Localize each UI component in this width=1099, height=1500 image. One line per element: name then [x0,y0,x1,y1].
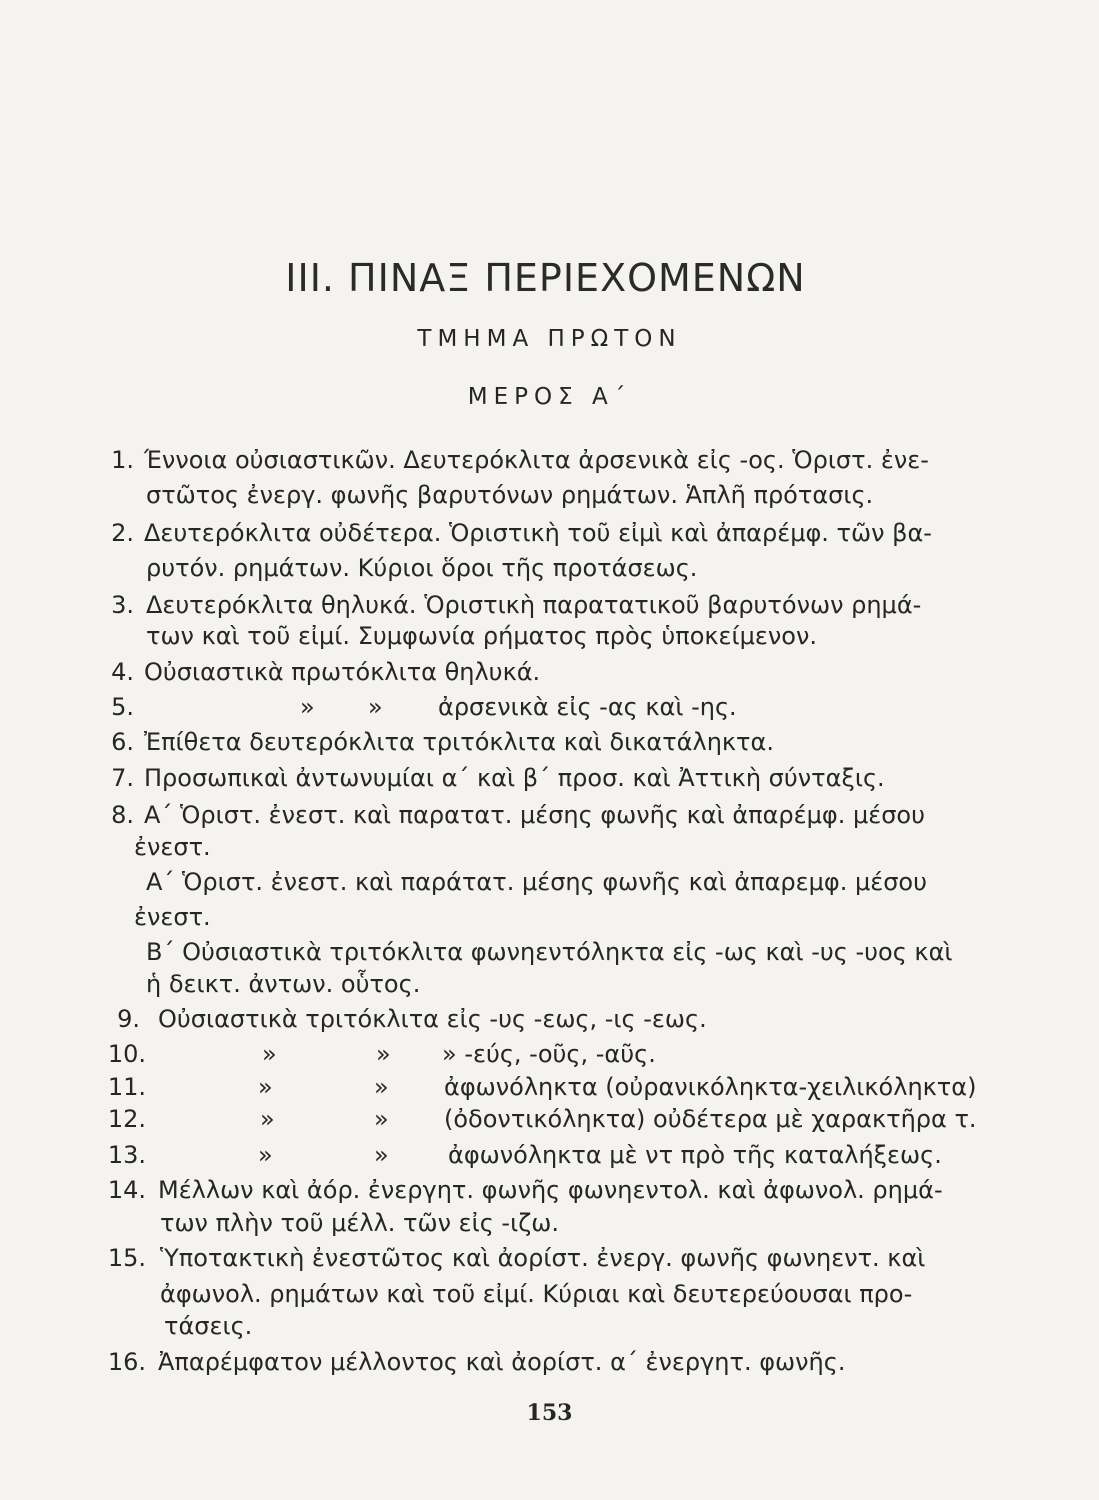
toc-line [0,1137,1099,1173]
toc-text: Ἀπαρέμφατον μέλλοντος καὶ ἀορίστ. α΄ ἐνεργητ. φωνῆς. [158,1348,846,1376]
toc-text: Α΄ Ὁριστ. ἐνεστ. καὶ παρατατ. μέσης φωνῆς καὶ ἀπαρέμφ. μέσου [144,801,925,829]
ditto-mark: » [376,1040,391,1068]
toc-number: 5. [111,693,134,721]
toc-line [0,442,1099,478]
toc-number: 15. [107,1244,146,1272]
toc-text: Οὐσιαστικὰ τριτόκλιτα εἰς -υς -εως, -ις -εως. [158,1005,707,1033]
toc-line [0,1069,1099,1105]
toc-text: Δευτερόκλιτα οὐδέτερα. Ὁριστικὴ τοῦ εἰμὶ καὶ ἀπαρέμφ. τῶν βα- [144,519,932,547]
toc-line [0,654,1099,690]
ditto-mark: » [262,1040,277,1068]
toc-text: των πλὴν τοῦ μέλλ. τῶν εἰς -ιζω. [160,1209,559,1237]
toc-line [0,724,1099,760]
ditto-mark: » [260,1105,275,1133]
toc-line [0,1240,1099,1276]
section-heading: ΤΜΗΜΑ ΠΡΩΤΟΝ [417,326,682,352]
toc-text: ἡ δεικτ. ἀντων. οὗτος. [146,970,421,998]
toc-number: 12. [107,1105,146,1133]
toc-text: στῶτος ἐνεργ. φωνῆς βαρυτόνων ρημάτων. Ἁπλῆ πρότασις. [146,481,874,509]
toc-text: Ὑποτακτικὴ ἐνεστῶτος καὶ ἀορίστ. ἐνεργ. φωνῆς φωνηεντ. καὶ [160,1244,926,1272]
toc-line [0,1205,1099,1241]
ditto-mark: » [258,1141,273,1169]
toc-text: ἀφωνολ. ρημάτων καὶ τοῦ εἰμί. Κύριαι καὶ δευτερεύουσαι προ- [160,1280,913,1308]
toc-text: ἀφωνόληκτα (οὐρανικόληκτα-χειλικόληκτα) [444,1073,977,1101]
toc-text: Προσωπικαὶ ἀντωνυμίαι α΄ καὶ β΄ προσ. καὶ Ἀττικὴ σύνταξις. [144,764,885,792]
toc-line [0,864,1099,900]
toc-number: 10. [107,1040,146,1068]
toc-line [0,1036,1099,1072]
toc-line [0,797,1099,833]
toc-line [0,966,1099,1002]
part-heading: ΜΕΡΟΣ Α΄ [467,384,632,410]
toc-number: 4. [111,658,134,686]
toc-text: ἐνεστ. [134,833,211,861]
toc-number: 7. [111,764,134,792]
toc-text: ἀρσενικὰ εἰς -ας καὶ -ης. [438,693,737,721]
ditto-mark: » [300,693,315,721]
toc-line [0,550,1099,586]
toc-text: Έννοια οὐσιαστικῶν. Δευτερόκλιτα ἀρσενικὰ εἰς -ος. Ὁριστ. ἐνε- [144,446,929,474]
toc-number: 1. [111,446,134,474]
toc-text: Δευτερόκλιτα θηλυκά. Ὁριστικὴ παρατατικοῦ βαρυτόνων ρημά- [146,591,922,619]
toc-text: Οὐσιαστικὰ πρωτόκλιτα θηλυκά. [144,658,541,686]
toc-text: Α΄ Ὁριστ. ἐνεστ. καὶ παράτατ. μέσης φωνῆς καὶ ἀπαρεμφ. μέσου [146,868,927,896]
toc-line [0,1172,1099,1208]
ditto-mark: » [368,693,383,721]
toc-text: Μέλλων καὶ ἀόρ. ἐνεργητ. φωνῆς φωνηεντολ. καὶ ἀφωνολ. ρημά- [158,1176,943,1204]
toc-number: 9. [117,1005,140,1033]
toc-number: 11. [107,1073,146,1101]
toc-text: ἀφωνόληκτα μὲ ντ πρὸ τῆς καταλήξεως. [448,1141,942,1169]
toc-line [0,618,1099,654]
toc-line [0,1276,1099,1312]
toc-line [0,1308,1099,1344]
toc-number: 14. [107,1176,146,1204]
toc-text: ρυτόν. ρημάτων. Κύριοι ὅροι τῆς προτάσεως. [146,554,698,582]
page-number: 153 [526,1400,573,1426]
toc-line [0,689,1099,725]
toc-line [0,477,1099,513]
ditto-mark: » [374,1141,389,1169]
toc-line [0,899,1099,935]
ditto-mark: » [374,1105,389,1133]
toc-number: 16. [107,1348,146,1376]
toc-line [0,760,1099,796]
toc-text: τάσεις. [164,1312,253,1340]
toc-line [0,829,1099,865]
toc-line [0,1344,1099,1380]
ditto-mark: » [258,1073,273,1101]
toc-number: 2. [111,519,134,547]
toc-text: ἐνεστ. [134,903,211,931]
toc-line [0,1101,1099,1137]
toc-line [0,1001,1099,1037]
page-title: III. ΠΙΝΑΞ ΠΕΡΙΕΧΟΜΕΝΩΝ [285,256,806,300]
toc-line [0,515,1099,551]
ditto-mark: » [374,1073,389,1101]
toc-text: » -εύς, -οῦς, -αῦς. [442,1040,656,1068]
toc-text: Ἐπίθετα δευτερόκλιτα τριτόκλιτα καὶ δικατάληκτα. [144,728,774,756]
toc-line [0,934,1099,970]
toc-number: 13. [107,1141,146,1169]
toc-text: (ὀδοντικόληκτα) οὐδέτερα μὲ χαρακτῆρα τ. [444,1105,977,1133]
toc-number: 8. [111,801,134,829]
toc-number: 6. [111,728,134,756]
toc-number: 3. [111,591,134,619]
toc-text: των καὶ τοῦ εἰμί. Συμφωνία ρήματος πρὸς ὑποκείμενον. [146,622,818,650]
toc-text: Β΄ Οὐσιαστικὰ τριτόκλιτα φωνηεντόληκτα εἰς -ως καὶ -υς -υος καὶ [146,938,953,966]
